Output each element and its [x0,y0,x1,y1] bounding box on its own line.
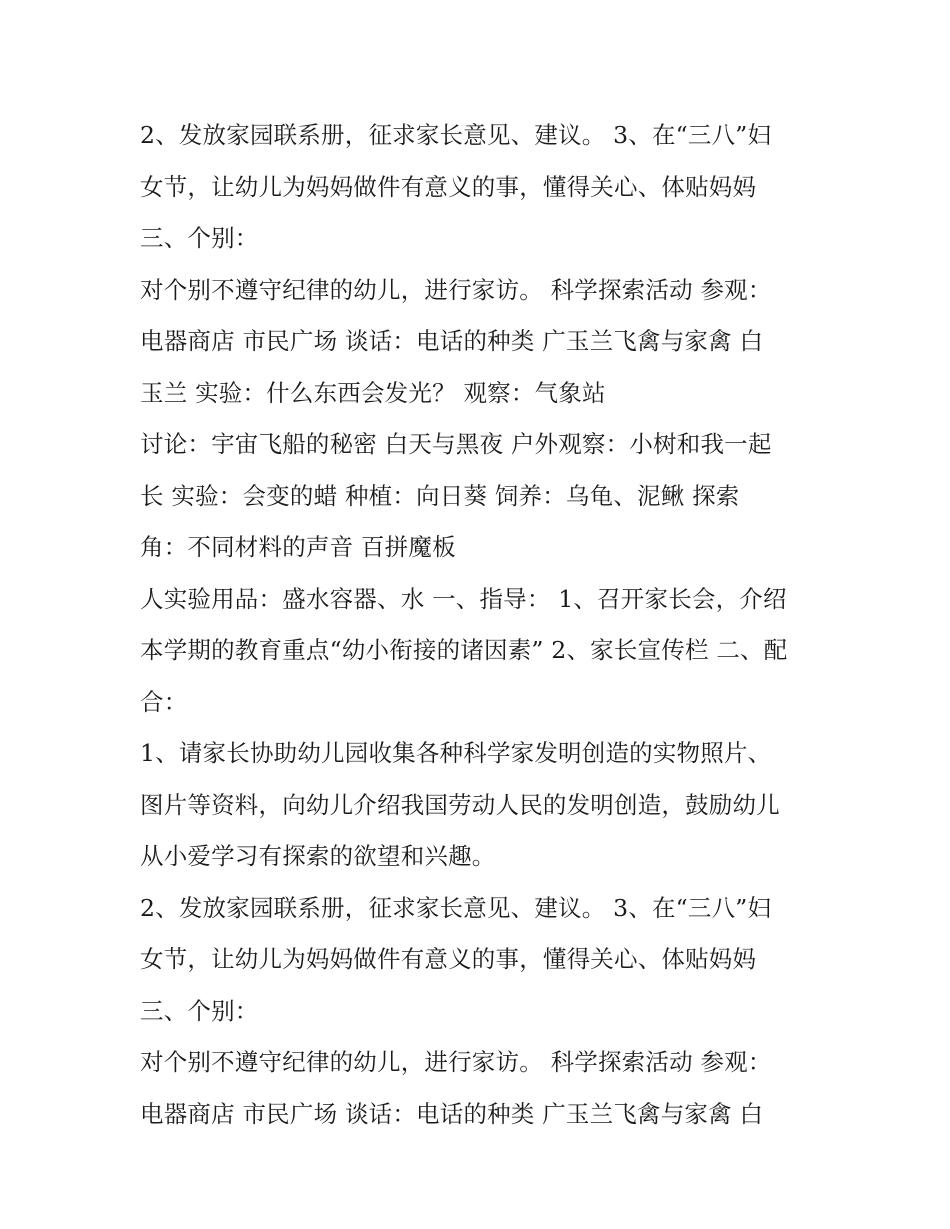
text-line: 对个别不遵守纪律的幼儿，进行家访。 科学探索活动 参观： [140,275,772,304]
document-body [140,110,820,1140]
text-line: 玉兰 实验：什么东西会发光？ 观察：气象站 [140,378,606,407]
text-line: 2、发放家园联系册，征求家长意见、建议。 3、在“三八”妇 [140,121,772,149]
text-line: 女节，让幼儿为妈妈做件有意义的事，懂得关心、体贴妈妈 [140,945,757,973]
text-line: 三、个别： [140,224,259,252]
text-line: 对个别不遵守纪律的幼儿，进行家访。 科学探索活动 参观： [140,1048,772,1076]
text-line: 讨论：宇宙飞船的秘密 白天与黑夜 户外观察：小树和我一起 [140,430,772,458]
text-line: 电器商店 市民广场 谈话：电话的种类 广玉兰飞禽与家禽 白 [140,327,764,355]
text-line: 2、发放家园联系册，征求家长意见、建议。 3、在“三八”妇 [140,893,772,922]
text-line: 图片等资料，向幼儿介绍我国劳动人民的发明创造，鼓励幼儿 [140,790,780,819]
text-line: 角：不同材料的声音 百拼魔板 [140,533,456,561]
text-line: 1、请家长协助幼儿园收集各种科学家发明创造的实物照片、 [140,739,772,767]
text-line: 三、个别： [140,996,259,1025]
text-line: 女节，让幼儿为妈妈做件有意义的事，懂得关心、体贴妈妈 [140,172,757,201]
text-line: 人实验用品：盛水容器、水 一、指导： 1、召开家长会，介绍 [140,584,787,613]
text-line: 长 实验：会变的蜡 种植：向日葵 饲养：乌龟、泥鳅 探索 [140,481,740,510]
text-line: 合： [140,687,188,716]
text-line: 从小爱学习有探索的欲望和兴趣。 [140,842,496,870]
text-line: 电器商店 市民广场 谈话：电话的种类 广玉兰飞禽与家禽 白 [140,1099,764,1128]
text-line: 本学期的教育重点“幼小衔接的诸因素” 2、家长宣传栏 二、配 [140,636,788,664]
